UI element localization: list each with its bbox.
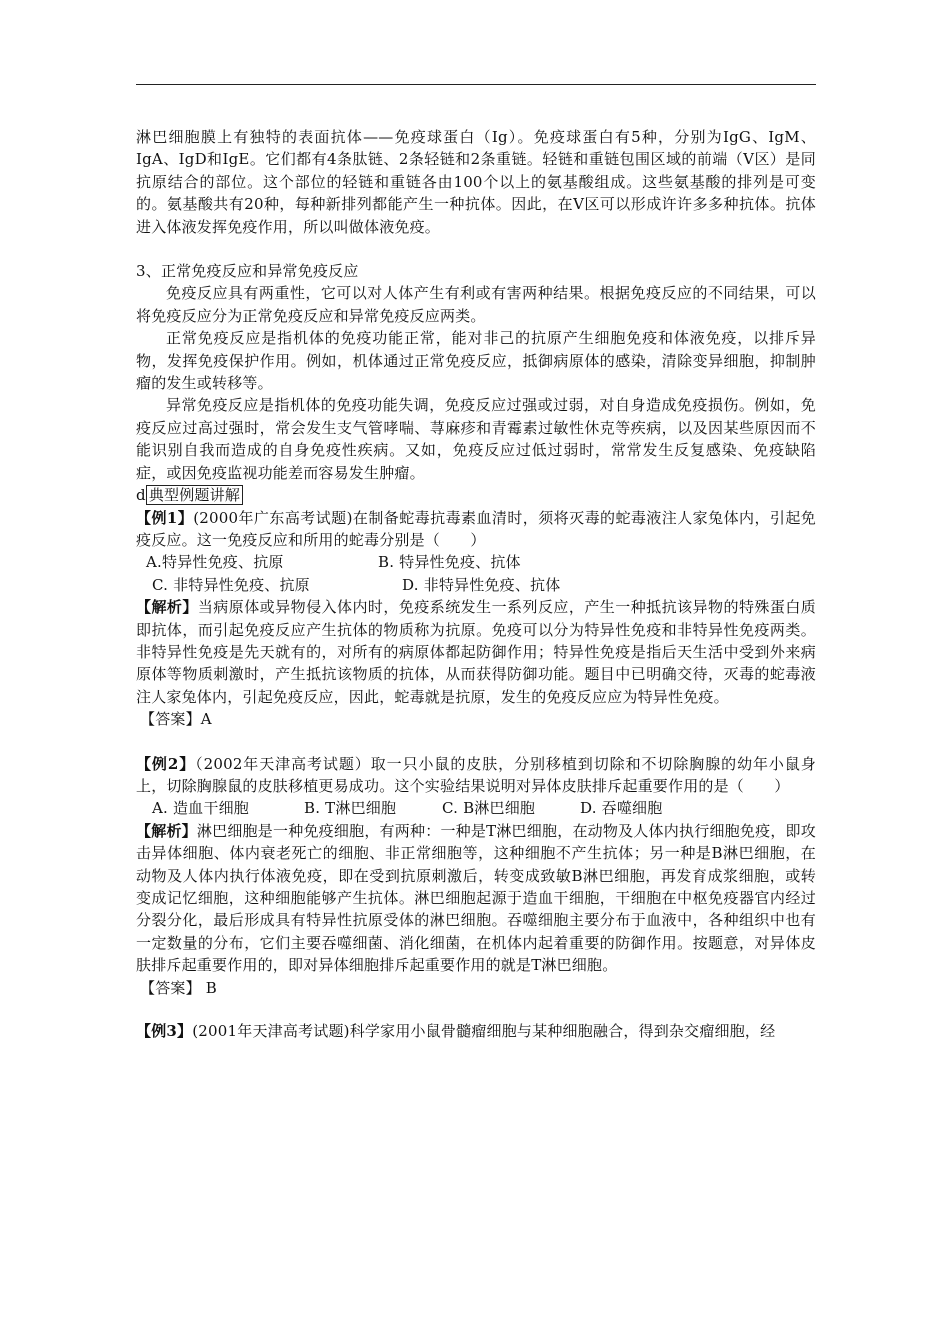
- section-prefix: d: [136, 486, 146, 505]
- example-2-option-a: A. 造血干细胞: [152, 799, 249, 818]
- example-2-question: [136, 753, 816, 798]
- section-header-label: 典型例题讲解: [146, 485, 243, 505]
- example-2-option-d: D. 吞噬细胞: [580, 799, 663, 818]
- example-2-analysis-tag: 【解析】: [136, 821, 197, 840]
- example-2-tag: 【例2】: [136, 754, 196, 773]
- example-2-options-row: [136, 797, 816, 819]
- example-2-option-b: B. T淋巴细胞: [304, 799, 397, 818]
- example-section-header: [136, 484, 816, 506]
- example-3-tag: 【例3】: [136, 1022, 193, 1041]
- example-3-question: [136, 1020, 816, 1042]
- example-1-option-c: C. 非特异性免疫、抗原: [152, 575, 310, 594]
- example-1-question: [136, 507, 816, 552]
- paragraph-duality: 免疫反应具有两重性，它可以对人体产生有利或有害两种结果。根据免疫反应的不同结果，可以将免疫反应分为正常免疫反应和异常免疫反应两类。: [136, 284, 816, 325]
- example-1-option-d: D. 非特异性免疫、抗体: [402, 575, 561, 594]
- example-2-analysis: [136, 820, 816, 977]
- example-1-analysis-text: 当病原体或异物侵入体内时，免疫系统发生一系列反应，产生一种抵抗该异物的特殊蛋白质即抗体，而引起免疫反应产生抗体的物质称为抗原。免疫可以分为特异性免疫和非特异性免疫两类。非特异性免疫是先天就有的，对所有的病原体都起防御作用；特异性免疫是指后天生活中受到外来病原体等物质刺激时，产生抵抗该物质的抗体，从而获得防御功能。题目中已明确交待，灭毒的蛇毒液注人家兔体内，引起免疫反应，因此，蛇毒就是抗原，发生的免疫反应应为特异性免疫。: [136, 598, 816, 706]
- example-2-text: （2002年天津高考试题）取一只小鼠的皮肤，分别移植到切除和不切除胸腺的幼年小鼠身上，切除胸腺鼠的皮肤移植更易成功。这个实验结果说明对异体皮肤排斥起重要作用的是（ ）: [136, 754, 816, 795]
- paragraph-abnormal-response: 异常免疫反应是指机体的免疫功能失调，免疫反应过强或过弱，对自身造成免疫损伤。例如，免疫反应过高过强时，常会发生支气管哮喘、荨麻疹和青霉素过敏性休克等疾病，以及因某些原因而不能识别自我而造成的自身免疫性疾病。又如，免疫反应过低过弱时，常常发生反复感染、免疫缺陷症，或因免疫监视功能差而容易发生肿瘤。: [136, 396, 816, 482]
- example-2-option-c: C. B淋巴细胞: [442, 799, 536, 818]
- example-3-text: (2001年天津高考试题)科学家用小鼠骨髓瘤细胞与某种细胞融合，得到杂交瘤细胞，经: [192, 1022, 776, 1041]
- example-1-text: (2000年广东高考试题)在制备蛇毒抗毒素血清时，须将灭毒的蛇毒液注人家兔体内，引起免疫反应。这一免疫反应和所用的蛇毒分别是（ ）: [136, 508, 816, 549]
- example-2-answer: 【答案】 B: [140, 978, 217, 997]
- example-1-option-a: A.特异性免疫、抗原: [146, 553, 284, 572]
- example-1-analysis-tag: 【解析】: [136, 598, 198, 617]
- example-1-analysis: [136, 596, 816, 708]
- example-1-options-row-2: [136, 574, 816, 596]
- section-title: 3、正常免疫反应和异常免疫反应: [136, 262, 359, 281]
- example-1-tag: 【例1】: [136, 508, 194, 527]
- example-1-options-row-1: [136, 551, 816, 573]
- header-rule: [136, 84, 816, 85]
- intro-paragraph: 淋巴细胞膜上有独特的表面抗体——免疫球蛋白（Ig）。免疫球蛋白有5种，分别为IgG、IgM、IgA、IgD和IgE。它们都有4条肽链、2条轻链和2条重链。轻链和重链包围区域的前端（Ⅴ区）是同抗原结合的部位。这个部位的轻链和重链各由100个以上的氨基酸组成。这些氨基酸的排列是可变的。氨基酸共有20种，每种新排列都能产生一种抗体。因此，在Ⅴ区可以形成许许多多种抗体。抗体进入体液发挥免疫作用，所以叫做体液免疫。: [136, 128, 816, 236]
- example-1-answer: 【答案】A: [140, 710, 212, 729]
- example-2-analysis-text: 淋巴细胞是一种免疫细胞，有两种：一种是T淋巴细胞，在动物及人体内执行细胞免疫，即攻击异体细胞、体内衰老死亡的细胞、非正常细胞等，这种细胞不产生抗体；另一种是B淋巴细胞，在动物及人体内执行体液免疫，即在受到抗原刺激后，转变成致敏B淋巴细胞，再发育成浆细胞，或转变成记忆细胞，这种细胞能够产生抗体。淋巴细胞起源于造血干细胞，干细胞在中枢免疫器官内经过分裂分化，最后形成具有特异性抗原受体的淋巴细胞。吞噬细胞主要分布于血液中，各种组织中也有一定数量的分布，它们主要吞噬细菌、消化细菌，在机体内起着重要的防御作用。按题意，对异体皮肤排斥起重要作用的，即对异体细胞排斥起重要作用的就是T淋巴细胞。: [136, 821, 816, 975]
- paragraph-normal-response: 正常免疫反应是指机体的免疫功能正常，能对非己的抗原产生细胞免疫和体液免疫，以排斥异物，发挥免疫保护作用。例如，机体通过正常免疫反应，抵御病原体的感染，清除变异细胞，抑制肿瘤的发生或转移等。: [136, 329, 816, 393]
- example-1-option-b: B. 特异性免疫、抗体: [378, 553, 521, 572]
- document-body: [136, 126, 816, 1042]
